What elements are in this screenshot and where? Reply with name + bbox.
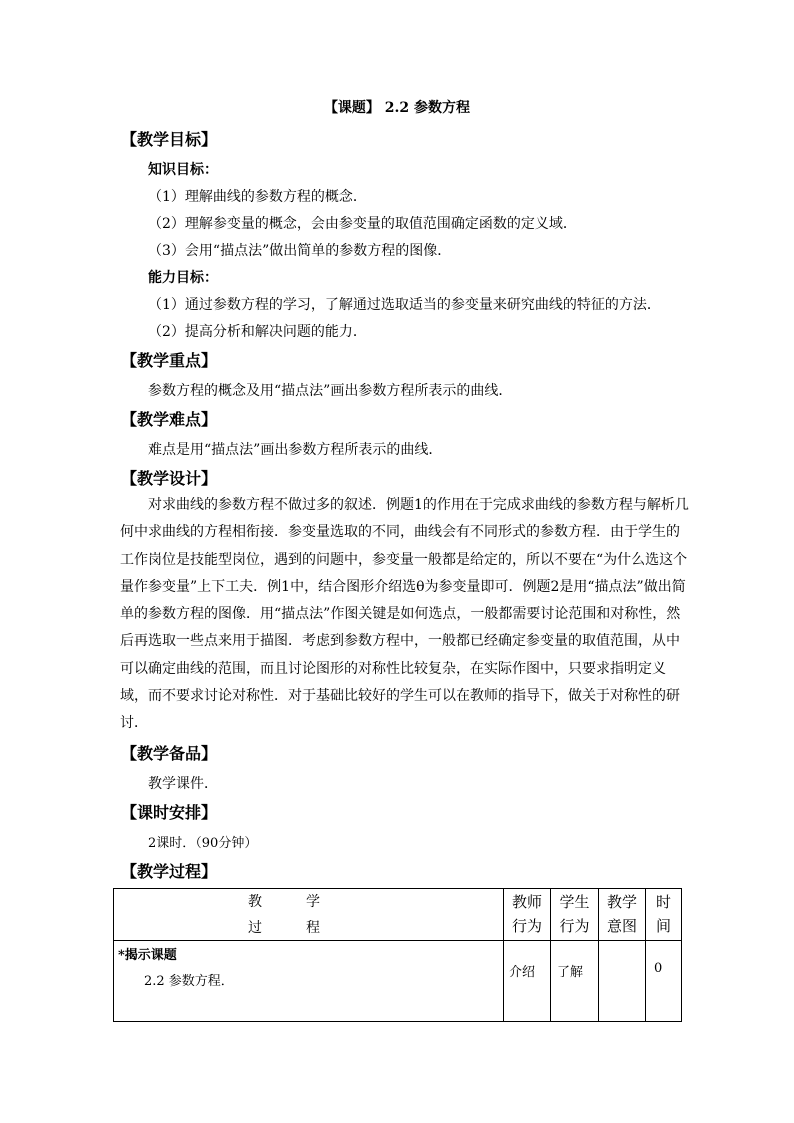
ability-goals-heading: 能力目标：	[148, 270, 218, 286]
focus-text: 参数方程的概念及用“描点法”画出参数方程所表示的曲线．	[148, 383, 513, 399]
table-header-row	[114, 889, 682, 941]
header-process	[114, 889, 504, 941]
section-prep: 【教学备品】	[121, 744, 218, 763]
section-process: 【教学过程】	[121, 862, 218, 881]
section-difficulty: 【教学难点】	[121, 410, 218, 429]
section-focus: 【教学重点】	[121, 351, 218, 370]
knowledge-goal-3: （3）会用“描点法”做出简单的参数方程的图像．	[148, 243, 452, 259]
knowledge-goals-heading: 知识目标：	[148, 162, 218, 178]
header-char-xue: 学	[306, 894, 320, 910]
row1-content: 2.2 参数方程．	[144, 974, 234, 989]
schedule-text: 2课时．（90分钟）	[148, 836, 258, 851]
design-paragraph: 对求曲线的参数方程不做过多的叙述．例题1的作用在于完成求曲线的参数方程与解析几何中求曲线的方程相衔接．参变量选取的不同，曲线会有不同形式的参数方程．由于学生的工作岗位是技能型岗位，遇到的问题中，参变量一般都是给定的，所以不要在“为什么选这个量作参变量”上下工夫．例1中，结合图形介绍选θ为参变量即可．例题2是用“描点法”做出简单的参数方程的图像．用“描点法”作图关键是如何选点，一般都需要讨论范围和对称性，然后再选取一些点来用于描图．考虑到参数方程中，一般都已经确定参变量的取值范围，从中可以确定曲线的范围，而且讨论图形的对称性比较复杂，在实际作图中，只要求指明定义域，而不要求讨论对称性．对于基础比较好的学生可以在教师的指导下，做关于对称性的研讨．	[120, 497, 689, 732]
section-design: 【教学设计】	[121, 469, 218, 488]
teaching-process-table	[113, 888, 682, 1022]
row1-time-cell: 0	[646, 941, 682, 1022]
header-teacher-action: 教师 行为	[504, 889, 551, 941]
knowledge-goal-1: （1）理解曲线的参数方程的概念．	[148, 189, 367, 205]
prep-text: 教学课件．	[148, 776, 218, 792]
ability-goal-2: （2）提高分析和解决问题的能力．	[148, 324, 367, 340]
lesson-title: 【课题】 2.2 参数方程	[323, 100, 471, 116]
header-char-guo: 过	[248, 920, 262, 936]
table-row	[114, 941, 682, 1022]
row1-process-cell	[114, 941, 504, 1022]
header-char-cheng: 程	[306, 920, 320, 936]
header-student-action: 学生 行为	[551, 889, 599, 941]
difficulty-text: 难点是用“描点法”画出参数方程所表示的曲线．	[148, 442, 443, 458]
header-time: 时 间	[646, 889, 682, 941]
knowledge-goal-2: （2）理解参变量的概念，会由参变量的取值范围确定函数的定义域．	[148, 216, 577, 232]
ability-goal-1: （1）通过参数方程的学习，了解通过选取适当的参变量来研究曲线的特征的方法．	[148, 297, 661, 313]
row1-teacher-cell: 介绍	[504, 941, 551, 1022]
section-schedule: 【课时安排】	[121, 803, 218, 822]
header-char-jiao: 教	[248, 894, 262, 910]
row1-student-cell: 了解	[551, 941, 599, 1022]
header-teaching-intent: 教学 意图	[599, 889, 646, 941]
row1-intent-cell	[599, 941, 646, 1022]
section-goals: 【教学目标】	[121, 130, 218, 149]
row1-heading: *揭示课题	[118, 948, 177, 963]
